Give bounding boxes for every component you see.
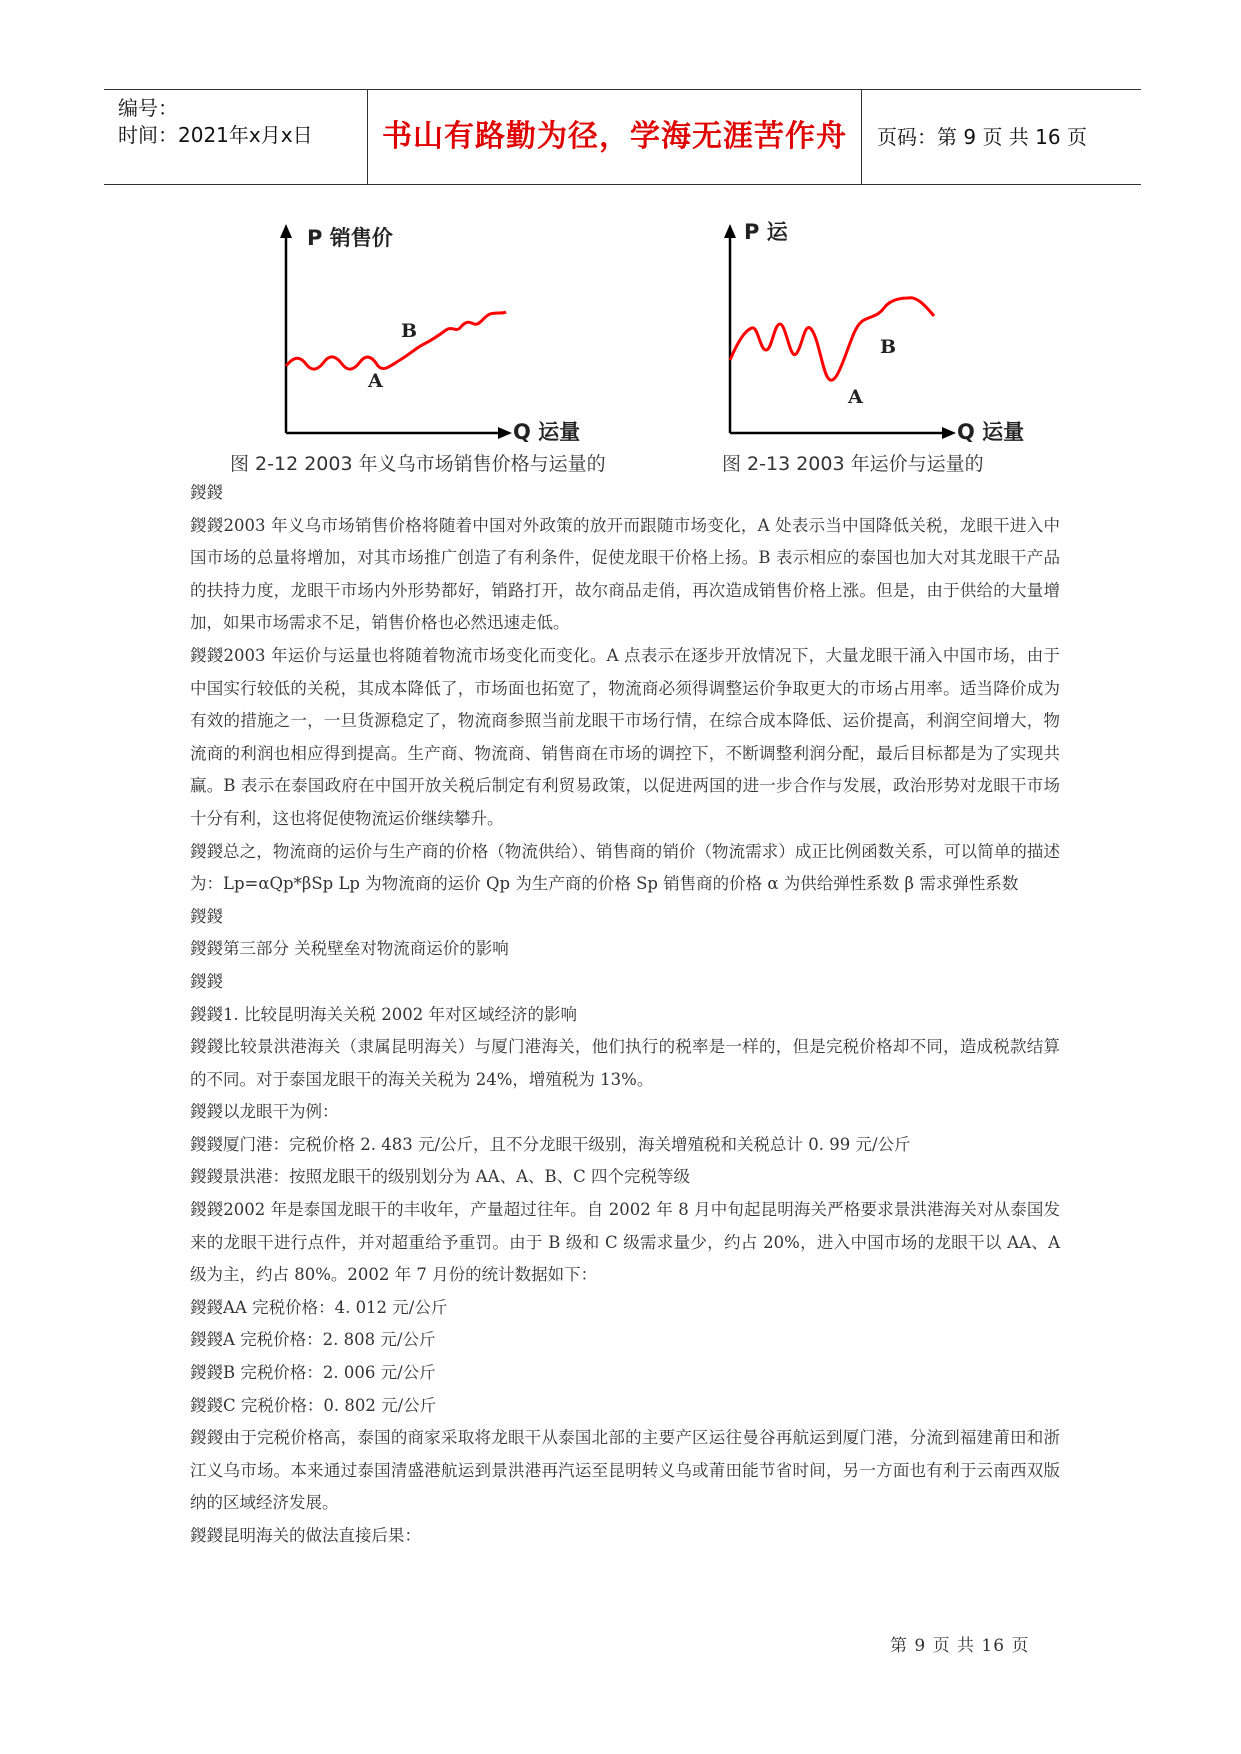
figure-freight-vs-volume [714,220,1025,444]
figure-1-caption: 图 2-12 2003 年义乌市场销售价格与运量的 [230,453,606,475]
page-header [104,89,1141,185]
header-meta [118,95,313,149]
figure-2-graph [714,220,954,440]
point-b-label: B [880,336,897,358]
section-heading: 鍐鍐第三部分 关税壁垒对物流商运价的影响 [190,939,509,959]
freight-curve [730,298,934,380]
paragraph: 鍐鍐2003 年义乌市场销售价格将随着中国对外政策的放开而跟随市场变化，A 处表示当中国降低关税，龙眼干进入中国市场的总量将增加，对其市场推广创造了有利条件，促使龙眼干价格上扬。B 表示相应的泰国也加大对其龙眼干产品的扶持力度，龙眼干市场内外形势都好，销路打开，故尔商品走俏，再次造成销售价格上涨。但是，由于供给的大量增加，如果市场需求不足，销售价格也必然迅速走低。 [190,515,1060,633]
body-text [190,477,1060,1553]
code-label: 编号： [118,96,178,120]
figure-sales-price-vs-volume [270,220,581,444]
paragraph: 鍐鍐以龙眼干为例： [190,1102,339,1122]
paragraph: 鍐鍐厦门港：完税价格 2. 483 元/公斤，且不分龙眼干级别，海关增殖税和关税总计 0. 99 元/公斤 [190,1134,911,1154]
price-line: 鍐鍐AA 完税价格：4. 012 元/公斤 [190,1297,448,1317]
time-label: 时间：2021年x月x日 [118,123,313,147]
x-axis-arrow-icon [942,427,956,439]
x-axis-label: Q 运量 [513,420,581,444]
paragraph: 鍐鍐 [190,483,223,502]
paragraph: 鍐鍐 [190,906,223,926]
paragraph: 鍐鍐总之，物流商的运价与生产商的价格（物流供给）、销售商的销价（物流需求）成正比例函数关系，可以简单的描述为：Lp=αQp*βSp Lp 为物流商的运价 Qp 为生产商的价格 Sp 销售商的价格 α 为供给弹性系数 β 需求弹性系数 [190,841,1060,894]
price-curve [286,312,506,369]
paragraph: 鍐鍐由于完税价格高，泰国的商家采取将龙眼干从泰国北部的主要产区运往曼谷再航运到厦门港，分流到福建莆田和浙江义乌市场。本来通过泰国清盛港航运到景洪港再汽运至昆明转义乌或莆田能节省时间，另一方面也有利于云南西双版纳的区域经济发展。 [190,1428,1060,1513]
point-a-label: A [368,370,383,392]
point-b-label: B [401,320,418,342]
page-footer: 第 9 页 共 16 页 [890,1636,1030,1656]
header-motto: 书山有路勤为径，学海无涯苦作舟 [382,119,847,154]
paragraph: 鍐鍐 [190,971,223,991]
point-a-label: A [848,386,863,408]
paragraph: 鍐鍐景洪港：按照龙眼干的级别划分为 AA、A、B、C 四个完税等级 [190,1167,690,1187]
y-axis-arrow-icon [724,224,736,238]
paragraph: 鍐鍐2002 年是泰国龙眼干的丰收年，产量超过往年。自 2002 年 8 月中旬起昆明海关严格要求景洪港海关对从泰国发来的龙眼干进行点件，并对超重给予重罚。由于 B 级和 C 级需求量少，约占 20%，进入中国市场的龙眼干以 AA、A 级为主，约占 80%。2002 年 7 月份的统计数据如下： [190,1200,1060,1285]
y-axis-label: P 销售价 [307,226,393,250]
figure-2-caption: 图 2-13 2003 年运价与运量的 [722,453,984,475]
paragraph: 鍐鍐2003 年运价与运量也将随着物流市场变化而变化。A 点表示在逐步开放情况下，大量龙眼干涌入中国市场，由于中国实行较低的关税，其成本降低了，市场面也拓宽了，物流商必须得调整运价争取更大的市场占用率。适当降价成为有效的措施之一，一旦货源稳定了，物流商参照当前龙眼干市场行情，在综合成本降低、运价提高，利润空间增大，物流商的利润也相应得到提高。生产商、物流商、销售商在市场的调控下，不断调整利润分配，最后目标都是为了实现共赢。B 表示在泰国政府在中国开放关税后制定有利贸易政策，以促进两国的进一步合作与发展，政治形势对龙眼干市场十分有利，这也将促使物流运价继续攀升。 [190,645,1060,828]
header-page-number: 页码：第 9 页 共 16 页 [877,125,1087,149]
y-axis-arrow-icon [280,224,292,238]
x-axis-label: Q 运量 [957,420,1025,444]
header-divider [861,90,862,184]
price-line: 鍐鍐C 完税价格：0. 802 元/公斤 [190,1395,437,1415]
figure-1-graph [270,220,510,440]
x-axis-arrow-icon [498,427,512,439]
y-axis-label: P 运 [744,220,788,244]
subsection-heading: 鍐鍐1. 比较昆明海关关税 2002 年对区域经济的影响 [190,1004,577,1024]
paragraph: 鍐鍐比较景洪港海关（隶属昆明海关）与厦门港海关，他们执行的税率是一样的，但是完税价格却不同，造成税款结算的不同。对于泰国龙眼干的海关关税为 24%，增殖税为 13%。 [190,1037,1060,1089]
price-line: 鍐鍐B 完税价格：2. 006 元/公斤 [190,1363,436,1383]
price-line: 鍐鍐A 完税价格：2. 808 元/公斤 [190,1330,436,1350]
paragraph: 鍐鍐昆明海关的做法直接后果： [190,1526,421,1545]
